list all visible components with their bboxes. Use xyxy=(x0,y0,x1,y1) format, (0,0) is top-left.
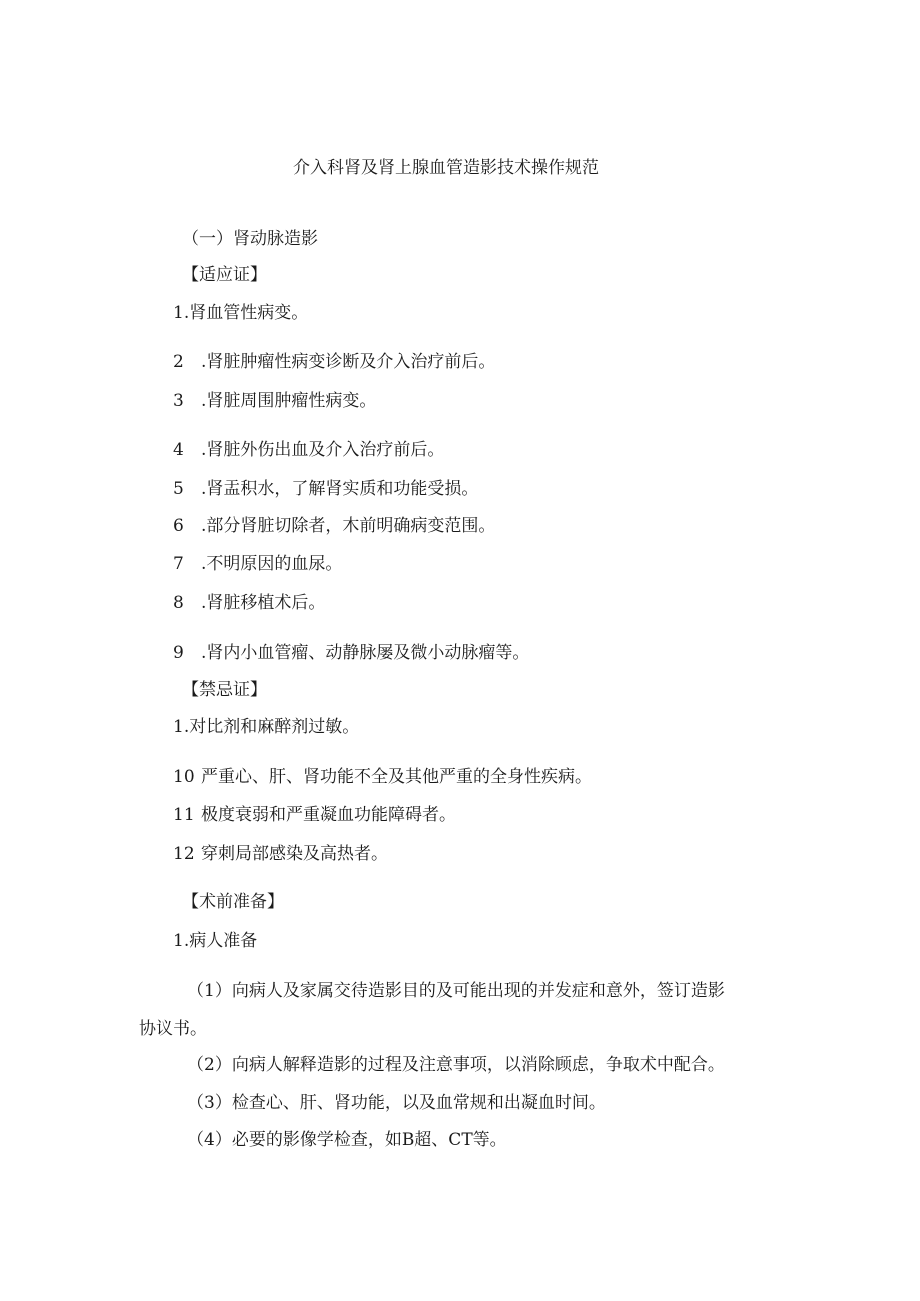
contraindication-item: 10 严重心、肝、肾功能不全及其他严重的全身性疾病。 xyxy=(173,767,592,787)
patient-prep-item-continued: 协议书。 xyxy=(139,1019,207,1039)
patient-prep-item: （2）向病人解释造影的过程及注意事项，以消除顾虑，争取术中配合。 xyxy=(187,1055,725,1075)
contraindication-item: 1.对比剂和麻醉剂过敏。 xyxy=(173,717,360,737)
indication-item: 5 .肾盂积水，了解肾实质和功能受损。 xyxy=(173,479,479,499)
patient-prep-item: （3）检查心、肝、肾功能，以及血常规和出凝血时间。 xyxy=(187,1093,606,1113)
contraindications-heading: 【禁忌证】 xyxy=(182,680,267,700)
document-title: 介入科肾及肾上腺血管造影技术操作规范 xyxy=(293,158,599,178)
indication-item: 3 .肾脏周围肿瘤性病变。 xyxy=(173,391,377,411)
patient-prep-item: （1）向病人及家属交待造影目的及可能出现的并发症和意外，签订造影 xyxy=(187,981,725,1001)
indication-item: 7 .不明原因的血尿。 xyxy=(173,554,343,574)
patient-prep-heading: 1.病人准备 xyxy=(173,931,258,951)
indication-item: 8 .肾脏移植术后。 xyxy=(173,593,326,613)
section-heading-renal-arteriography: （一）肾动脉造影 xyxy=(182,229,318,249)
patient-prep-item: （4）必要的影像学检查，如B超、CT等。 xyxy=(187,1130,507,1150)
preop-heading: 【术前准备】 xyxy=(182,892,284,912)
indications-heading: 【适应证】 xyxy=(182,265,267,285)
indication-item: 6 .部分肾脏切除者，木前明确病变范围。 xyxy=(173,516,496,536)
indication-item: 2 .肾脏肿瘤性病变诊断及介入治疗前后。 xyxy=(173,352,496,372)
indication-item: 1.肾血管性病变。 xyxy=(173,303,309,323)
contraindication-item: 11 极度衰弱和严重凝血功能障碍者。 xyxy=(173,805,456,825)
contraindication-item: 12 穿刺局部感染及高热者。 xyxy=(173,844,388,864)
indication-item: 9 .肾内小血管瘤、动静脉屡及微小动脉瘤等。 xyxy=(173,643,530,663)
indication-item: 4 .肾脏外伤出血及介入治疗前后。 xyxy=(173,440,445,460)
